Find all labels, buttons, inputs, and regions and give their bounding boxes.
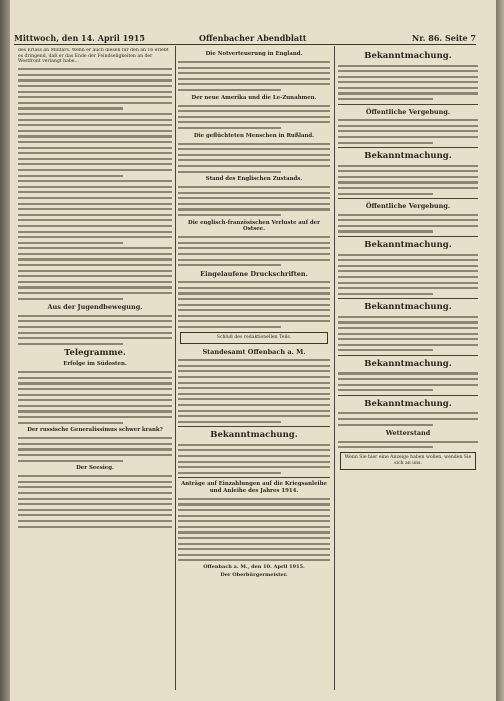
text-line: [18, 382, 172, 384]
text-line: [178, 531, 330, 533]
subheading: Der russische Generalissimus schwer krank?: [27, 427, 163, 434]
text-line: [338, 412, 478, 414]
text-line: [178, 148, 330, 150]
text-line: [338, 344, 478, 346]
page-header: [14, 32, 476, 45]
text-line: [338, 193, 433, 195]
text-line: [178, 554, 330, 556]
text-line: [178, 398, 330, 400]
text-line: [178, 203, 330, 205]
divider: [338, 198, 478, 199]
text-line: [18, 443, 172, 445]
divider: [338, 395, 478, 396]
column-3: [338, 48, 478, 688]
text-line: [338, 327, 478, 329]
text-line: [18, 492, 172, 494]
advertisement-box: Wenn Sie hier eine Anzeige haben wollen, wenden Sie sich an uns.: [340, 452, 476, 469]
article-heading: Die geflüchteten Menschen in Rußland.: [193, 132, 315, 139]
text-line: [178, 455, 330, 457]
divider: [338, 236, 478, 237]
text-line: [18, 191, 172, 193]
text-line: [18, 91, 172, 93]
text-line: [18, 214, 172, 216]
text-line: [18, 203, 172, 205]
text-line: [178, 242, 330, 244]
text-line: [338, 65, 478, 67]
text-line: [18, 79, 172, 81]
text-line: [338, 176, 478, 178]
text-line: [178, 281, 330, 283]
text-line: [18, 498, 172, 500]
text-line: [18, 520, 172, 522]
text-line: [18, 253, 172, 255]
text-line: [338, 225, 478, 227]
text-line: [178, 247, 330, 249]
text-line: [18, 286, 172, 288]
text-line: [18, 96, 172, 98]
text-line: [18, 186, 172, 188]
text-line: [18, 371, 172, 373]
text-line: [178, 449, 330, 451]
text-line: [18, 74, 172, 76]
text-line: [338, 270, 478, 272]
text-line: [178, 365, 330, 367]
text-line: [178, 298, 330, 300]
text-line: [338, 384, 478, 386]
text-line: [178, 61, 330, 63]
text-line: [178, 444, 330, 446]
text-line: [178, 83, 330, 85]
text-line: [338, 87, 478, 89]
text-line: [178, 197, 330, 199]
text-line: [338, 214, 478, 216]
divider: [178, 477, 330, 478]
text-line: [338, 287, 478, 289]
text-line: [178, 171, 281, 173]
text-line: [178, 165, 330, 167]
text-line: [338, 349, 433, 351]
notice-heading: Bekanntmachung.: [364, 240, 452, 251]
text-line: [178, 143, 330, 145]
text-line: [178, 208, 330, 210]
text-line: [18, 394, 172, 396]
text-line: [18, 264, 172, 266]
text-line: [338, 316, 478, 318]
text-line: [178, 72, 330, 74]
text-line: [178, 359, 330, 361]
text-line: [178, 127, 281, 129]
text-line: [18, 399, 172, 401]
column-rule: [175, 46, 176, 690]
text-line: [338, 136, 478, 138]
text-line: [178, 214, 281, 216]
text-line: [18, 292, 172, 294]
text-line: [338, 293, 433, 295]
section-heading: Aus der Jugendbewegung.: [47, 303, 143, 312]
text-line: [18, 437, 172, 439]
text-line: [178, 498, 330, 500]
text-line: [18, 236, 172, 238]
text-line: [178, 370, 330, 372]
text-line: [178, 264, 281, 266]
text-line: [18, 481, 172, 483]
text-line: [18, 315, 172, 317]
text-line: [178, 192, 330, 194]
text-line: [178, 503, 330, 505]
text-line: [178, 287, 330, 289]
text-line: [18, 180, 172, 182]
text-line: [18, 197, 172, 199]
text-line: [178, 105, 330, 107]
text-line: [338, 446, 433, 448]
text-line: [178, 320, 330, 322]
page-edge: [496, 0, 504, 701]
text-line: [178, 116, 330, 118]
text-line: [18, 130, 172, 132]
text-line: [18, 405, 172, 407]
text-line: [178, 548, 330, 550]
text-line: [338, 170, 478, 172]
notice-heading: Anträge auf Einzahlungen auf die Kriegsanleihe und Anleihe des Jahres 1914.: [181, 481, 327, 494]
text-line: [338, 81, 478, 83]
notice-date: Offenbach a. M., den 10. April 1915.: [203, 563, 305, 570]
book-binding: [0, 0, 10, 701]
text-line: [18, 448, 172, 450]
article-heading: Stand des Englischen Zustands.: [205, 176, 303, 183]
text-line: [178, 236, 330, 238]
text-line: [18, 275, 172, 277]
text-line: [338, 418, 478, 420]
text-line: [178, 382, 330, 384]
text-line: [18, 107, 123, 109]
divider: [178, 426, 330, 427]
text-line: [178, 393, 330, 395]
text-line: [18, 475, 172, 477]
text-line: [18, 135, 172, 137]
text-line: [338, 254, 478, 256]
text-line: [338, 98, 433, 100]
text-line: [178, 387, 330, 389]
text-line: [18, 503, 172, 505]
text-line: [178, 154, 330, 156]
notice-heading: Bekanntmachung.: [364, 302, 452, 313]
text-line: [18, 175, 123, 177]
subheading: Erfolge im Südosten.: [63, 361, 127, 368]
text-line: [18, 326, 172, 328]
text-line: [338, 276, 478, 278]
text-line: [338, 259, 478, 261]
text-line: [18, 169, 172, 171]
text-line: [18, 416, 172, 418]
notice-heading: Bekanntmachung.: [210, 430, 298, 441]
text-line: [18, 320, 172, 322]
divider: [338, 298, 478, 299]
text-line: [18, 343, 123, 345]
text-line: [338, 372, 478, 374]
text-line: [18, 454, 172, 456]
text-line: [338, 424, 433, 426]
text-line: [338, 70, 478, 72]
text-line: [178, 537, 330, 539]
text-line: [178, 67, 330, 69]
text-line: [18, 102, 172, 104]
text-line: [178, 559, 330, 561]
text-line: [338, 125, 478, 127]
text-line: [178, 410, 330, 412]
text-line: [18, 486, 172, 488]
text-line: [18, 332, 172, 334]
text-line: [338, 76, 478, 78]
header-page: Nr. 86. Seite 7: [411, 33, 476, 43]
text-line: [18, 225, 172, 227]
text-line: [338, 265, 478, 267]
notice-signature: Der Oberbürgermeister.: [220, 571, 288, 578]
text-line: [18, 163, 172, 165]
text-line: [18, 298, 123, 300]
text-line: [18, 388, 172, 390]
text-line: [18, 410, 172, 412]
text-line: [18, 113, 172, 115]
article-text: des Erlass an Militärs. Wenn er auch diesen für den an 16 erlebt es dringend, daß er das Ende der Feindseligkeiten an der Westfront verlangt habe...: [18, 48, 169, 65]
text-line: [338, 389, 433, 391]
text-line: [178, 304, 330, 306]
text-line: [18, 247, 172, 249]
article-heading: Der neue Amerika und die Le-Zunahmen.: [191, 94, 317, 101]
text-line: [338, 441, 478, 443]
notice-heading: Bekanntmachung.: [364, 398, 452, 409]
text-line: [18, 85, 172, 87]
text-line: [178, 253, 330, 255]
text-line: [178, 89, 281, 91]
text-line: [18, 460, 123, 462]
text-line: [18, 208, 172, 210]
text-line: [18, 68, 172, 70]
text-line: [178, 78, 330, 80]
notice-heading: Bekanntmachung.: [364, 151, 452, 162]
subheading: Der Seesieg.: [76, 465, 114, 472]
section-heading: Telegramme.: [64, 348, 126, 359]
text-line: [178, 110, 330, 112]
text-line: [18, 258, 172, 260]
notice-heading: Bekanntmachung.: [364, 51, 452, 61]
notice-heading: Öffentliche Vergebung.: [365, 107, 451, 116]
text-line: [178, 315, 330, 317]
text-line: [178, 543, 330, 545]
text-line: [338, 181, 478, 183]
text-line: [338, 119, 478, 121]
text-line: [18, 509, 172, 511]
text-line: [338, 187, 478, 189]
text-line: [178, 376, 330, 378]
text-line: [18, 526, 172, 528]
text-line: [338, 333, 478, 335]
article-heading: Eingelaufene Druckschriften.: [200, 269, 308, 278]
text-line: [178, 259, 330, 261]
divider: [338, 355, 478, 356]
text-line: [18, 231, 172, 233]
notice-heading: Öffentliche Vergebung.: [365, 202, 451, 211]
divider: [338, 104, 478, 105]
text-line: [178, 121, 330, 123]
text-line: [178, 466, 330, 468]
text-line: [18, 270, 172, 272]
text-line: [18, 281, 172, 283]
text-line: [18, 337, 172, 339]
text-line: [178, 292, 330, 294]
text-line: [18, 119, 172, 121]
text-line: [338, 338, 478, 340]
text-line: [178, 509, 330, 511]
section-heading: Standesamt Offenbach a. M.: [202, 347, 306, 356]
text-line: [178, 526, 330, 528]
text-line: [178, 515, 330, 517]
text-line: [338, 321, 478, 323]
header-date: Mittwoch, den 14. April 1915: [14, 33, 145, 43]
article-heading: Die Notverteuerung in England.: [205, 51, 303, 57]
text-line: [18, 242, 123, 244]
text-line: [178, 472, 281, 474]
column-rule: [334, 46, 335, 690]
text-line: [18, 219, 172, 221]
editorial-end-note: Schluß des redaktionellen Teils.: [180, 332, 328, 344]
text-line: [338, 165, 478, 167]
text-line: [178, 326, 281, 328]
text-line: [338, 282, 478, 284]
text-line: [18, 422, 123, 424]
text-line: [178, 404, 330, 406]
text-line: [18, 147, 172, 149]
text-line: [178, 186, 330, 188]
text-line: [18, 514, 172, 516]
text-line: [338, 92, 478, 94]
text-line: [178, 421, 281, 423]
header-title: Offenbacher Abendblatt: [199, 33, 307, 43]
notice-heading: Wetterstand: [385, 429, 431, 438]
text-line: [338, 378, 478, 380]
text-line: [338, 130, 478, 132]
notice-heading: Bekanntmachung.: [364, 358, 452, 369]
text-line: [178, 461, 330, 463]
text-line: [18, 152, 172, 154]
column-1: [18, 48, 172, 688]
text-line: [178, 415, 330, 417]
text-line: [338, 219, 478, 221]
text-line: [18, 377, 172, 379]
column-2: [178, 48, 330, 688]
text-line: [18, 158, 172, 160]
text-line: [178, 309, 330, 311]
text-line: [18, 141, 172, 143]
divider: [338, 147, 478, 148]
text-line: [338, 142, 433, 144]
text-line: [178, 520, 330, 522]
article-heading: Die englisch-französischen Verluste auf der Ostsee.: [188, 219, 320, 233]
text-line: [178, 159, 330, 161]
text-line: [18, 124, 172, 126]
text-line: [338, 230, 433, 232]
